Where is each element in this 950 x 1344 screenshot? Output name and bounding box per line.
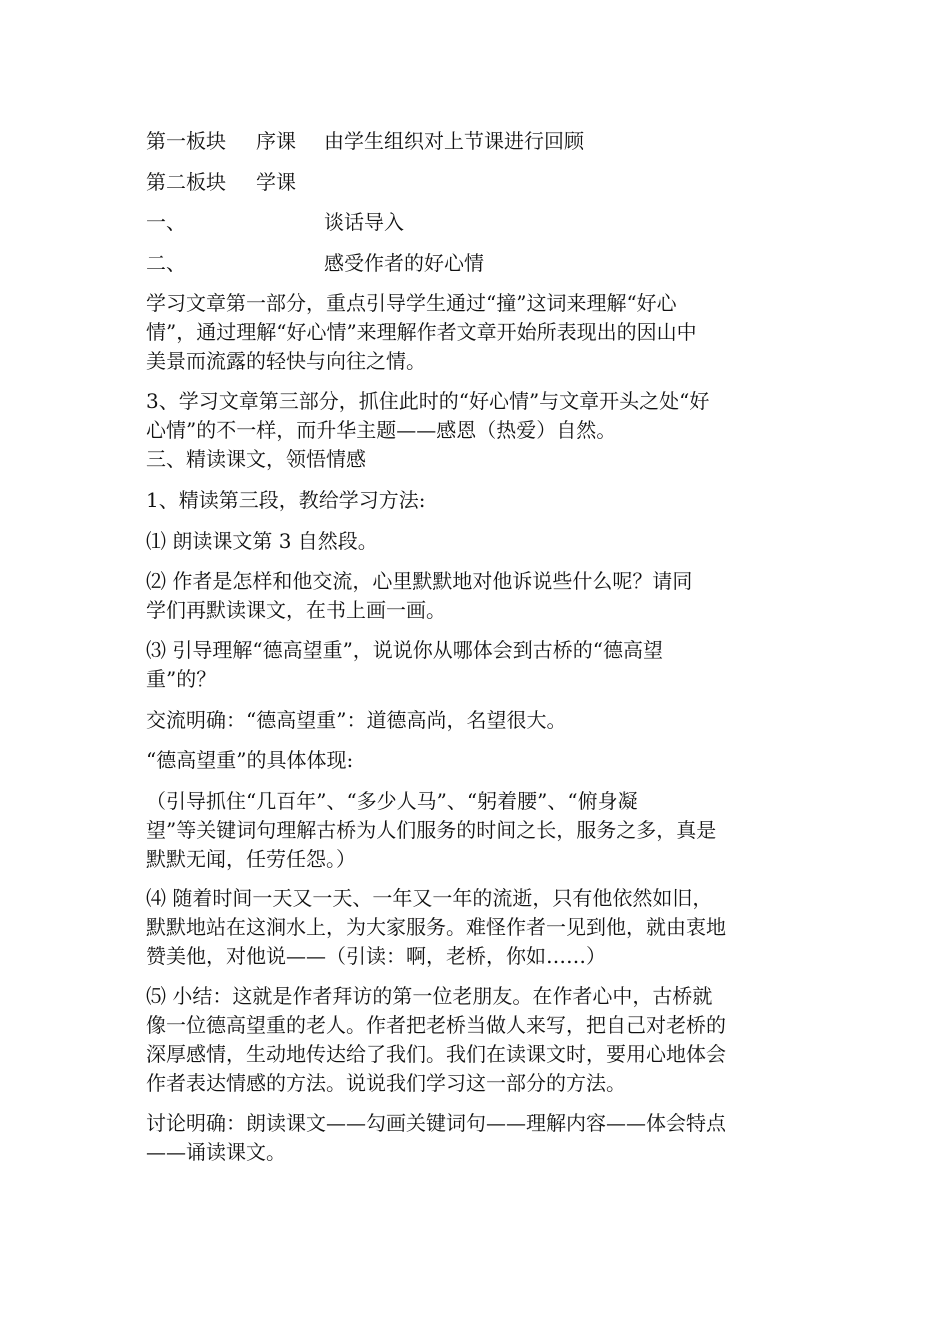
discussion-conclusion [146, 1109, 811, 1167]
section-one-title: 序课 [256, 129, 296, 153]
section-one-label: 第一板块 [146, 129, 226, 153]
paragraph-line: 学们再默读课文，在书上画一画。 [146, 598, 446, 622]
paragraph-line: ⑸ 小结：这就是作者拜访的第一位老朋友。在作者心中，古桥就 [146, 984, 713, 1008]
question-four [146, 884, 811, 971]
heading-section-two [146, 168, 296, 197]
paragraph-line: 情”，通过理解“好心情”来理解作者文章开始所表现出的因山中 [146, 320, 697, 344]
heading-section-one [146, 127, 584, 156]
paragraph-line: ⑵ 作者是怎样和他交流，心里默默地对他诉说些什么呢？请同 [146, 569, 693, 593]
paragraph-line: 深厚感情，生动地传达给了我们。我们在读课文时，要用心地体会 [146, 1042, 726, 1066]
outline-item-one-number: 一、 [146, 210, 186, 234]
question-three [146, 636, 811, 694]
paragraph-line: 讨论明确：朗读课文——勾画关键词句——理解内容——体会特点 [146, 1111, 726, 1135]
section-one-description: 由学生组织对上节课进行回顾 [324, 129, 584, 153]
paragraph-line: 重”的？ [146, 667, 217, 691]
question-five-summary [146, 982, 811, 1098]
step-one-heading: 1、精读第三段，教给学习方法: [146, 488, 426, 512]
paragraph-line: 像一位德高望重的老人。作者把老桥当做人来写，把自己对老桥的 [146, 1013, 726, 1037]
paragraph-part-one [146, 289, 811, 376]
section-two-title: 学课 [256, 170, 296, 194]
paragraph-line: 3、学习文章第三部分，抓住此时的“好心情”与文章开头之处“好 [146, 389, 710, 413]
outline-item-one [146, 208, 404, 237]
outline-item-two-text: 感受作者的好心情 [324, 251, 484, 275]
section-two-label: 第二板块 [146, 170, 226, 194]
outline-item-three: 三、精读课文，领悟情感 [146, 447, 366, 471]
paragraph-part-three [146, 387, 811, 445]
question-one: ⑴ 朗读课文第 3 自然段。 [146, 529, 378, 553]
paragraph-line: （引导抓住“几百年”、“多少人马”、“躬着腰”、“俯身凝 [146, 789, 638, 813]
paragraph-line: 心情”的不一样，而升华主题——感恩（热爱）自然。 [146, 418, 617, 442]
paragraph-line: 默默地站在这涧水上，为大家服务。难怪作者一见到他，就由衷地 [146, 915, 726, 939]
paragraph-line: 作者表达情感的方法。说说我们学习这一部分的方法。 [146, 1071, 626, 1095]
outline-item-two-number: 二、 [146, 251, 186, 275]
paragraph-line: 赞美他，对他说——（引读：啊，老桥，你如……） [146, 944, 606, 968]
question-two [146, 567, 811, 625]
exchange-conclusion: 交流明确：“德高望重”：道德高尚，名望很大。 [146, 708, 567, 732]
guidance-note [146, 787, 811, 874]
paragraph-line: ——诵读课文。 [146, 1140, 286, 1164]
outline-item-one-text: 谈话导入 [324, 210, 404, 234]
concrete-manifestation-heading: “德高望重”的具体体现: [146, 748, 354, 772]
paragraph-line: ⑶ 引导理解“德高望重”，说说你从哪体会到古桥的“德高望 [146, 638, 664, 662]
paragraph-line: 美景而流露的轻快与向往之情。 [146, 349, 426, 373]
paragraph-line: 望”等关键词句理解古桥为人们服务的时间之长，服务之多，真是 [146, 818, 717, 842]
paragraph-line: ⑷ 随着时间一天又一天、一年又一年的流逝，只有他依然如旧， [146, 886, 713, 910]
outline-item-two [146, 249, 484, 278]
paragraph-line: 学习文章第一部分，重点引导学生通过“撞”这词来理解“好心 [146, 291, 677, 315]
paragraph-line: 默默无闻，任劳任怨。） [146, 847, 356, 871]
